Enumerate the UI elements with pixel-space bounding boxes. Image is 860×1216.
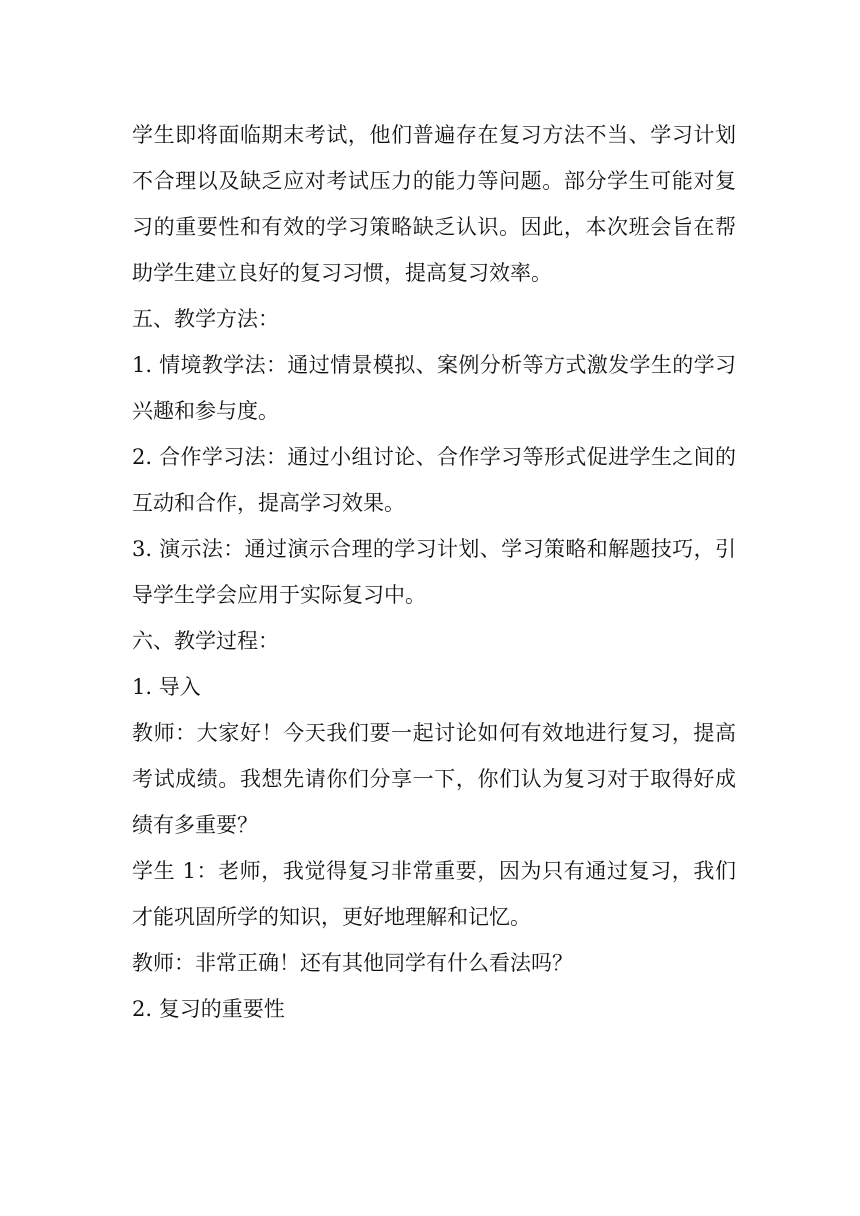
subsection-heading-importance: 2. 复习的重要性	[132, 997, 285, 1021]
document-body	[132, 112, 736, 1032]
section-heading-teaching-methods: 五、教学方法：	[132, 307, 279, 331]
dialogue-teacher-followup: 教师：非常正确！还有其他同学有什么看法吗？	[132, 951, 573, 975]
dialogue-student-1: 学生 1：老师，我觉得复习非常重要，因为只有通过复习，我们才能巩固所学的知识，更好地理解和记忆。	[132, 859, 736, 929]
list-item-situational-teaching: 1. 情境教学法：通过情景模拟、案例分析等方式激发学生的学习兴趣和参与度。	[132, 353, 736, 423]
list-item-cooperative-learning: 2. 合作学习法：通过小组讨论、合作学习等形式促进学生之间的互动和合作，提高学习效果。	[132, 445, 736, 515]
paragraph-student-analysis: 学生即将面临期末考试，他们普遍存在复习方法不当、学习计划不合理以及缺乏应对考试压力的能力等问题。部分学生可能对复习的重要性和有效的学习策略缺乏认识。因此，本次班会旨在帮助学生建立良好的复习习惯，提高复习效率。	[132, 123, 736, 285]
section-heading-teaching-process: 六、教学过程：	[132, 629, 279, 653]
subsection-heading-introduction: 1. 导入	[132, 675, 201, 699]
list-item-demonstration: 3. 演示法：通过演示合理的学习计划、学习策略和解题技巧，引导学生学会应用于实际复习中。	[132, 537, 736, 607]
dialogue-teacher-opening: 教师：大家好！今天我们要一起讨论如何有效地进行复习，提高考试成绩。我想先请你们分享一下，你们认为复习对于取得好成绩有多重要？	[132, 721, 736, 837]
